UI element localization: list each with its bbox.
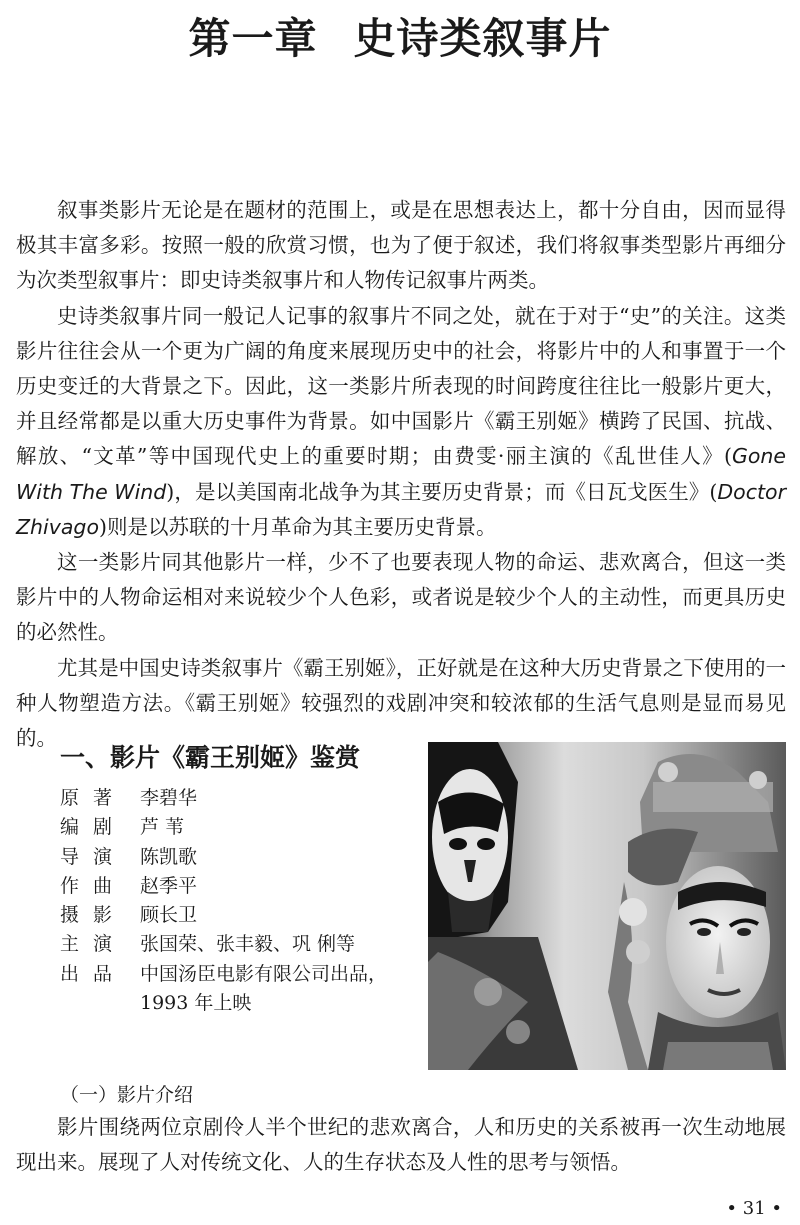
credit-row	[60, 843, 420, 872]
credit-value: 芦 苇	[140, 816, 185, 839]
credit-value: 张国荣、张丰毅、巩 俐等	[140, 933, 356, 956]
section-heading: 一、影片《霸王别姬》鉴赏	[60, 743, 361, 772]
credit-value: 中国汤臣电影有限公司出品，1993 年上映	[140, 962, 388, 1015]
paragraph	[16, 299, 786, 545]
credit-role: 导演	[60, 845, 127, 868]
credit-value: 陈凯歌	[140, 845, 198, 868]
film-title-english: Gone With The Wind	[16, 444, 786, 504]
credit-role: 出品	[60, 962, 127, 985]
paragraph: 尤其是中国史诗类叙事片《霸王别姬》，正好就是在这种大历史背景之下使用的一种人物塑造方法。《霸王别姬》较强烈的戏剧冲突和较浓郁的生活气息则是显而易见的。	[16, 655, 786, 751]
credit-row	[60, 872, 420, 901]
credit-role: 摄影	[60, 904, 127, 927]
chapter-number: 第一章	[188, 14, 318, 63]
sub-heading: （一）影片介绍	[60, 1084, 194, 1106]
opera-photo-illustration	[428, 742, 786, 1070]
credit-value: 赵季平	[140, 874, 198, 897]
credit-row	[60, 960, 420, 1019]
credit-row	[60, 784, 420, 813]
credit-value: 李碧华	[140, 787, 198, 809]
paragraph-text: )，是以美国南北战争为其主要历史背景；而《日瓦戈医生》(	[166, 479, 718, 504]
chapter-title	[0, 6, 800, 66]
credit-value: 顾长卫	[140, 904, 198, 927]
paragraph: 这一类影片同其他影片一样，少不了也要表现人物的命运、悲欢离合，但这一类影片中的人物命运相对来说较少个人色彩，或者说是较少个人的主动性，而更具历史的必然性。	[16, 550, 786, 645]
paragraph-text: )则是以苏联的十月革命为其主要历史背景。	[98, 514, 497, 539]
credit-role: 原著	[60, 787, 127, 809]
intro-paragraph: 影片围绕两位京剧伶人半个世纪的悲欢离合，人和历史的关系被再一次生动地展现出来。展现了人对传统文化、人的生存状态及人性的思考与领悟。	[16, 1115, 786, 1175]
body-text	[16, 193, 786, 756]
credits-list	[60, 784, 420, 1018]
film-title-english: Doctor Zhivago	[16, 479, 786, 539]
credit-role: 主演	[60, 933, 127, 956]
paragraph-text: 史诗类叙事片同一般记人记事的叙事片不同之处，就在于对于“史”的关注。这类影片往往会从一个更为广阔的角度来展现历史中的社会，将影片中的人和事置于一个历史变迁的大背景之下。因此，这一类影片所表现的时间跨度往往比一般影片更大，并且经常都是以重大历史事件为背景。如中国影片《霸王别姬》横跨了民国、抗战、解放、“文革”等中国现代史上的重要时期；由费雯·丽主演的《乱世佳人》(	[16, 303, 786, 469]
credit-role: 编剧	[60, 816, 127, 839]
credit-row	[60, 901, 420, 930]
credit-row	[60, 813, 420, 842]
credit-role: 作曲	[60, 874, 127, 897]
opera-photo-image	[428, 742, 786, 1070]
credit-row	[60, 930, 420, 959]
paragraph: 叙事类影片无论是在题材的范围上，或是在思想表达上，都十分自由，因而显得极其丰富多彩。按照一般的欣赏习惯，也为了便于叙述，我们将叙事类型影片再细分为次类型叙事片：即史诗类叙事片和人物传记叙事片两类。	[16, 198, 786, 293]
chapter-name: 史诗类叙事片	[353, 14, 612, 63]
page-number: • 31 •	[726, 1198, 782, 1219]
